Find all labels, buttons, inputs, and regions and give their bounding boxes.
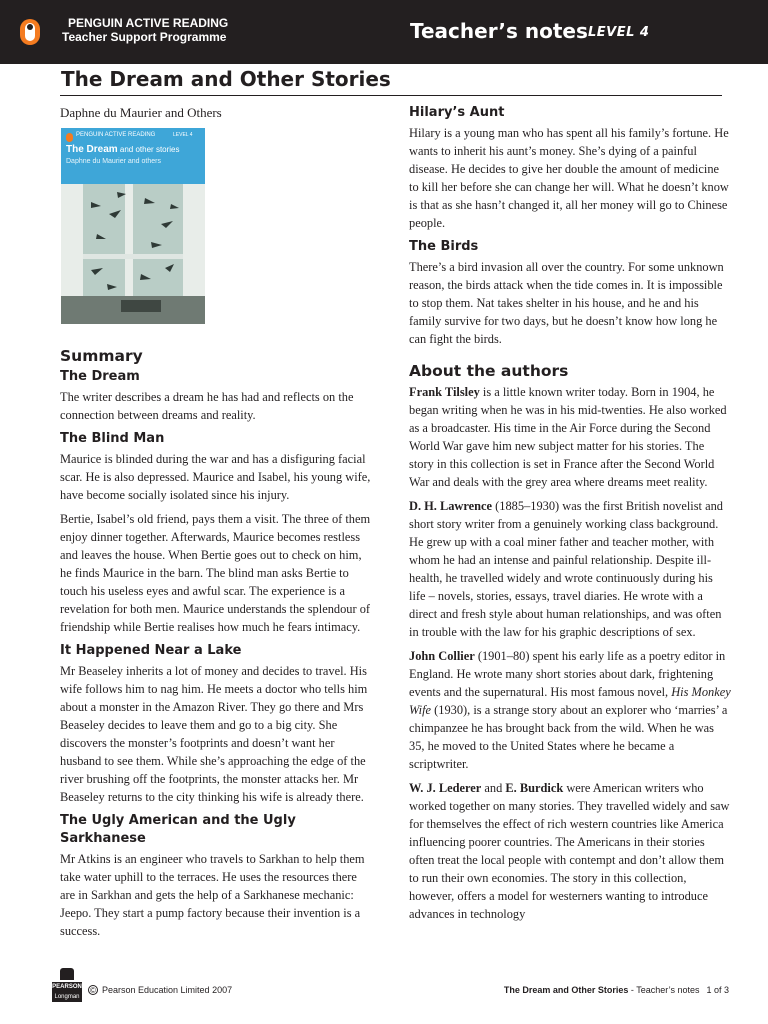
author-text-lawrence: (1885–1930) was the first British novelist and short story writer from a genuinely working class background. He grew up with a coal miner father and teacher mother, with whom he had an intense and painful relationship. Despite ill-health, he travelled widely and wrote continuously during his life – novels, stories, essays, travel diaries. He wrote with a direct and fresh style about human relationships, and was often in trouble with the law for his graphic descriptions of sex. [409, 499, 723, 639]
author-text-collier-b: (1930), is a strange story about an explorer who ‘marries’ a chimpanzee he has brought back from the wild. When he was 35, he moved to the United States where he became a scriptwriter. [409, 703, 728, 771]
copyright-text: Pearson Education Limited 2007 [102, 985, 233, 995]
summary-heading: Summary [60, 347, 143, 365]
author-name-burdick: E. Burdick [505, 781, 564, 795]
cover-band [61, 128, 205, 184]
author-bio-tilsley [409, 383, 731, 491]
footer [52, 968, 732, 1008]
book-author: Daphne du Maurier and Others [60, 105, 222, 120]
cover-series: PENGUIN ACTIVE READING [76, 132, 156, 138]
title-rule [60, 95, 722, 96]
left-column [60, 104, 372, 946]
story-summary-lake: Mr Beaseley inherits a lot of money and decides to travel. His wife follows him to nag him. He meets a doctor who tells him about a monster in the Amazon River. They go there and Mrs Beaseley decides to leave them and go to a big city. She discovers the monster’s footprints and doesn’t want her husband to see them. While she’s approaching the edge of the river brushing off the footprints, the monster attacks her. Mr Beaseley returns to the city thinking his wife is already there. [60, 664, 368, 804]
cover-title [66, 144, 180, 155]
story-summary-hilary: Hilary is a young man who has spent all his family’s fortune. He wants to inherit his aunt’s money. She’s dying of a painful disease. He decides to give her double the amount of medicine to kill her before she can change her will. What he doesn’t know is that as she hasn’t changed it, all her money will go to Chinese people. [409, 126, 729, 230]
story-summary-ugly: Mr Atkins is an engineer who travels to Sarkhan to help them take water uphill to the terraces. He uses the resources there are in Sarkhan and gets the help of a Sarkhanese mechanic: Jeepo. They start a pump factory because their invention is a success. [60, 852, 365, 938]
author-name-lawrence: D. H. Lawrence [409, 499, 493, 513]
author-name-tilsley: Frank Tilsley [409, 385, 480, 399]
book-cover-image [61, 128, 205, 324]
level-label: LEVEL 4 [588, 25, 650, 40]
story-summary-blind-man-1: Maurice is blinded during the war and has a disfiguring facial scar. He is also depressed. Maurice and Isabel, his young wife, have become socially isolated since his injury. [60, 452, 371, 502]
story-heading-ugly: The Ugly American and the Ugly Sarkhanese [60, 813, 296, 846]
story-summary-birds: There’s a bird invasion all over the country. For some unknown reason, the birds attack when the tide comes in. It is impossible to stop them. Nat takes shelter in his house, and he and his family survive for two days, but he doesn’t know how long he can fight the birds. [409, 260, 724, 346]
author-bio-lederer-burdick [409, 779, 731, 923]
pearson-tree-icon [60, 968, 74, 980]
author-text-lederer-burdick: were American writers who worked together on many stories. They travelled widely and saw for themselves the effect of rich western countries like America influencing poorer countries. The Americans in their stories often treat the local people with contempt and don’t allow them to run their own economies. The story in this collection, however, offers a model for westerners wanting to introduce advances in technology [409, 781, 730, 921]
penguin-logo-icon [20, 19, 40, 45]
authors-heading: About the authors [409, 362, 569, 380]
author-name-lederer: W. J. Lederer [409, 781, 482, 795]
publisher-top: PEARSON [52, 984, 82, 990]
footer-right [504, 985, 729, 995]
cover-author: Daphne du Maurier and others [66, 158, 161, 165]
copyright-icon: © [88, 985, 98, 995]
author-bio-lawrence [409, 497, 731, 641]
cover-title-main: The Dream [66, 144, 118, 155]
page-title: The Dream and Other Stories [61, 67, 391, 91]
story-summary-blind-man-2: Bertie, Isabel’s old friend, pays them a visit. The three of them enjoy dinner together. Afterwards, Maurice becomes restless and leaves the house. When Bertie goes out to check on him, he finds Maurice in the barn. The blind man asks Bertie to touch his useless eyes and awful scar. The experience is a revelation for both men. Maurice understands the splendour of friendship while Bertie realises how much he fears intimacy. [60, 512, 371, 634]
cover-penguin-icon [66, 133, 73, 142]
pearson-logo-icon [52, 968, 82, 1002]
story-heading-lake: It Happened Near a Lake [60, 643, 242, 658]
cover-illustration [61, 184, 205, 324]
story-heading-birds: The Birds [409, 239, 479, 254]
author-bio-collier [409, 647, 731, 773]
footer-book-title: The Dream and Other Stories [503, 985, 629, 995]
cover-title-rest: and other stories [117, 145, 180, 154]
section-title: Teacher’s notes [410, 19, 588, 43]
cover-level: LEVEL 4 [173, 132, 193, 138]
novel-title: His Monkey Wife [409, 685, 731, 717]
story-summary-dream: The writer describes a dream he has had and reflects on the connection between dreams and reality. [60, 390, 354, 422]
author-text-collier-a: (1901–80) spent his early life as a poetry editor in England. He wrote many short stories about dark, frightening events and the supernatural. His most famous novel, [409, 649, 726, 699]
story-heading-hilary: Hilary’s Aunt [409, 105, 505, 120]
author-name-collier: John Collier [409, 649, 475, 663]
right-column [409, 104, 731, 929]
footer-suffix: - Teacher’s notes [628, 985, 700, 995]
story-heading-dream: The Dream [60, 369, 140, 384]
header-bar [0, 0, 768, 64]
author-and: and [481, 781, 506, 795]
brand-line-2: Teacher Support Programme [62, 30, 227, 44]
story-heading-blind-man: The Blind Man [60, 431, 165, 446]
brand-line-1: PENGUIN ACTIVE READING [68, 16, 229, 30]
page-number: 1 of 3 [706, 985, 729, 995]
publisher-bottom: Longman [52, 992, 82, 1002]
author-text-tilsley: is a little known writer today. Born in 1904, he began writing when he was in his mid-twenties. He also worked as a broadcaster. His time in the Air Force during the Second World War gave him new subject matter for his stories. The story in this collection is set in France after the Second World War and deals with the grey area where dreams meet reality. [409, 385, 727, 489]
